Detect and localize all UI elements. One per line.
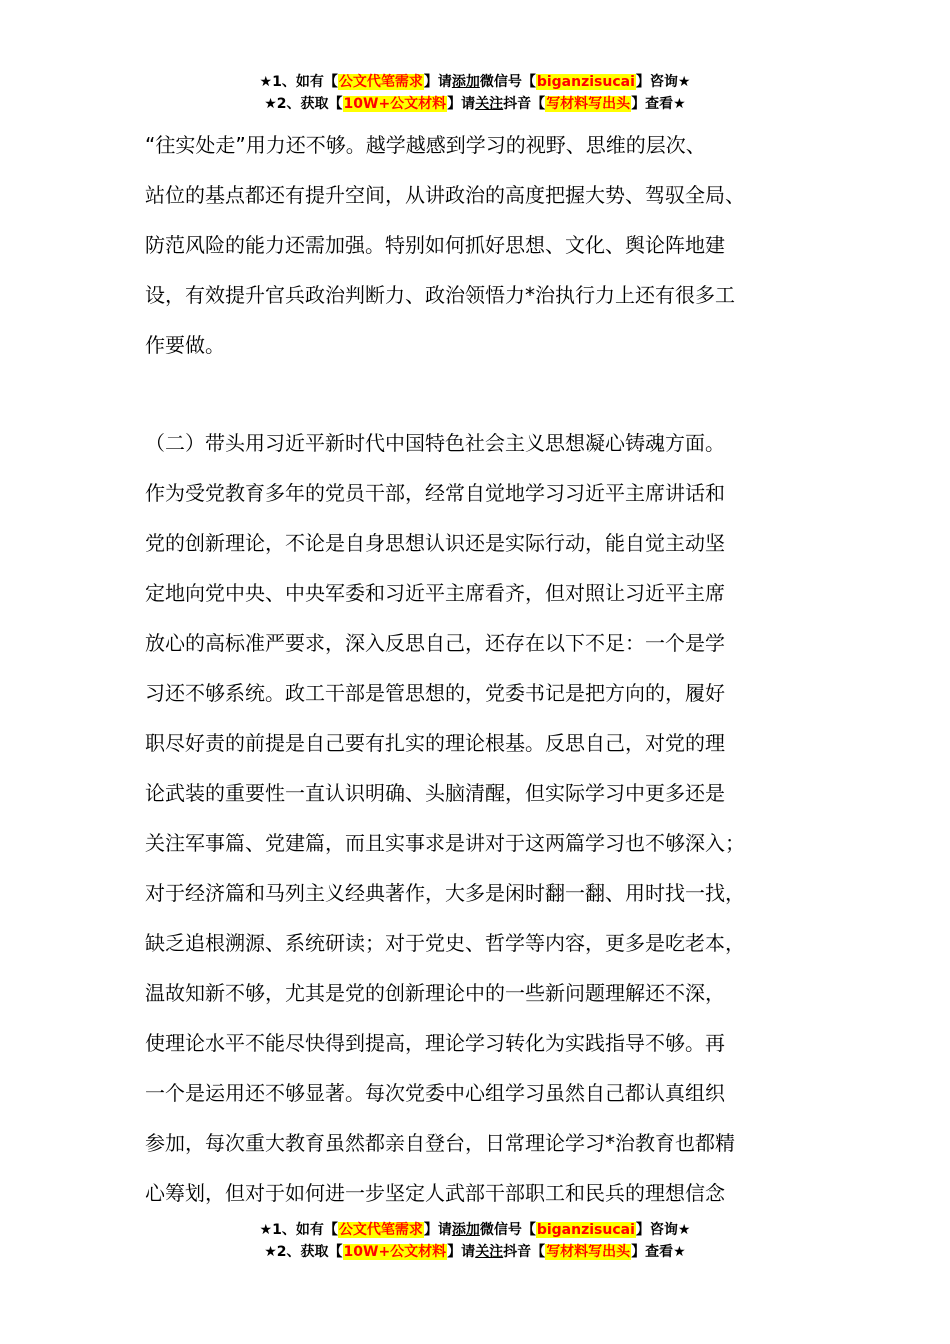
banner-highlight: biganzisucai [536, 1222, 635, 1238]
banner-text: 】查看★ [631, 96, 686, 112]
text-line: 使理论水平不能尽快得到提高，理论学习转化为实践指导不够。再 [145, 1031, 725, 1055]
text-line: “往实处走”用力还不够。越学越感到学习的视野、思维的层次、 [145, 133, 706, 157]
text-line: 定地向党中央、中央军委和习近平主席看齐，但对照让习近平主席 [145, 581, 725, 605]
header-banner-line-1 [0, 71, 950, 93]
banner-highlight: 写材料写出头 [546, 96, 631, 112]
banner-text: 抖音【 [503, 96, 546, 112]
text-line: 关注军事篇、党建篇，而且实事求是讲对于这两篇学习也不够深入； [145, 831, 745, 855]
banner-highlight: 公文代笔需求 [338, 74, 423, 90]
footer-banner [0, 1219, 950, 1263]
text-line: 对于经济篇和马列主义经典著作，大多是闲时翻一翻、用时找一找， [145, 881, 745, 905]
text-line: 参加，每次重大教育虽然都亲自登台，日常理论学习*治教育也都精 [145, 1131, 735, 1155]
section-heading: （二）带头用习近平新时代中国特色社会主义思想凝心铸魂方面。 [145, 431, 725, 455]
banner-text: 】查看★ [631, 1244, 686, 1260]
text-line: 作为受党教育多年的党员干部，经常自觉地学习习近平主席讲话和 [145, 481, 725, 505]
banner-emphasis: 关注 [475, 96, 504, 112]
banner-highlight: 10W+公文材料 [343, 1244, 447, 1260]
banner-highlight: 写材料写出头 [546, 1244, 631, 1260]
banner-text: 抖音【 [503, 1244, 546, 1260]
paragraph-2 [145, 418, 835, 1218]
banner-text: 】请 [423, 1222, 452, 1238]
text-line: 站位的基点都还有提升空间，从讲政治的高度把握大势、驾驭全局、 [145, 183, 745, 207]
banner-emphasis: 添加 [451, 1222, 480, 1238]
text-line: 防范风险的能力还需加强。特别如何抓好思想、文化、舆论阵地建 [145, 233, 725, 257]
banner-text: 】咨询★ [635, 74, 691, 90]
header-banner [0, 71, 950, 115]
footer-banner-line-1 [0, 1219, 950, 1241]
banner-text: ★2、获取【 [264, 96, 343, 112]
text-line: 设，有效提升官兵政治判断力、政治领悟力*治执行力上还有很多工 [145, 283, 735, 307]
banner-text: 】请 [447, 1244, 476, 1260]
text-line: 一个是运用还不够显著。每次党委中心组学习虽然自己都认真组织 [145, 1081, 725, 1105]
banner-text: 】请 [447, 96, 476, 112]
banner-highlight: 10W+公文材料 [343, 96, 447, 112]
text-line: 温故知新不够，尤其是党的创新理论中的一些新问题理解还不深， [145, 981, 725, 1005]
text-line: 党的创新理论，不论是自身思想认识还是实际行动，能自觉主动坚 [145, 531, 725, 555]
banner-text: ★1、如有【 [259, 74, 338, 90]
banner-emphasis: 关注 [475, 1244, 504, 1260]
banner-text: 微信号【 [479, 1222, 536, 1238]
banner-highlight: 公文代笔需求 [338, 1222, 423, 1238]
text-line: 习还不够系统。政工干部是管思想的，党委书记是把方向的，履好 [145, 681, 725, 705]
banner-text: 】请 [423, 74, 452, 90]
text-line: 论武装的重要性一直认识明确、头脑清醒，但实际学习中更多还是 [145, 781, 725, 805]
text-line: 职尽好责的前提是自己要有扎实的理论根基。反思自己，对党的理 [145, 731, 725, 755]
banner-text: 】咨询★ [635, 1222, 691, 1238]
text-line: 心筹划，但对于如何进一步坚定人武部干部职工和民兵的理想信念 [145, 1181, 725, 1205]
paragraph-1 [145, 120, 835, 370]
banner-emphasis: 添加 [451, 74, 480, 90]
banner-highlight: biganzisucai [536, 74, 635, 90]
text-line: 放心的高标准严要求，深入反思自己，还存在以下不足：一个是学 [145, 631, 725, 655]
footer-banner-line-2 [0, 1241, 950, 1263]
banner-text: ★2、获取【 [264, 1244, 343, 1260]
text-line: 作要做。 [145, 333, 225, 357]
header-banner-line-2 [0, 93, 950, 115]
banner-text: ★1、如有【 [259, 1222, 338, 1238]
text-line: 缺乏追根溯源、系统研读；对于党史、哲学等内容，更多是吃老本， [145, 931, 745, 955]
banner-text: 微信号【 [479, 74, 536, 90]
